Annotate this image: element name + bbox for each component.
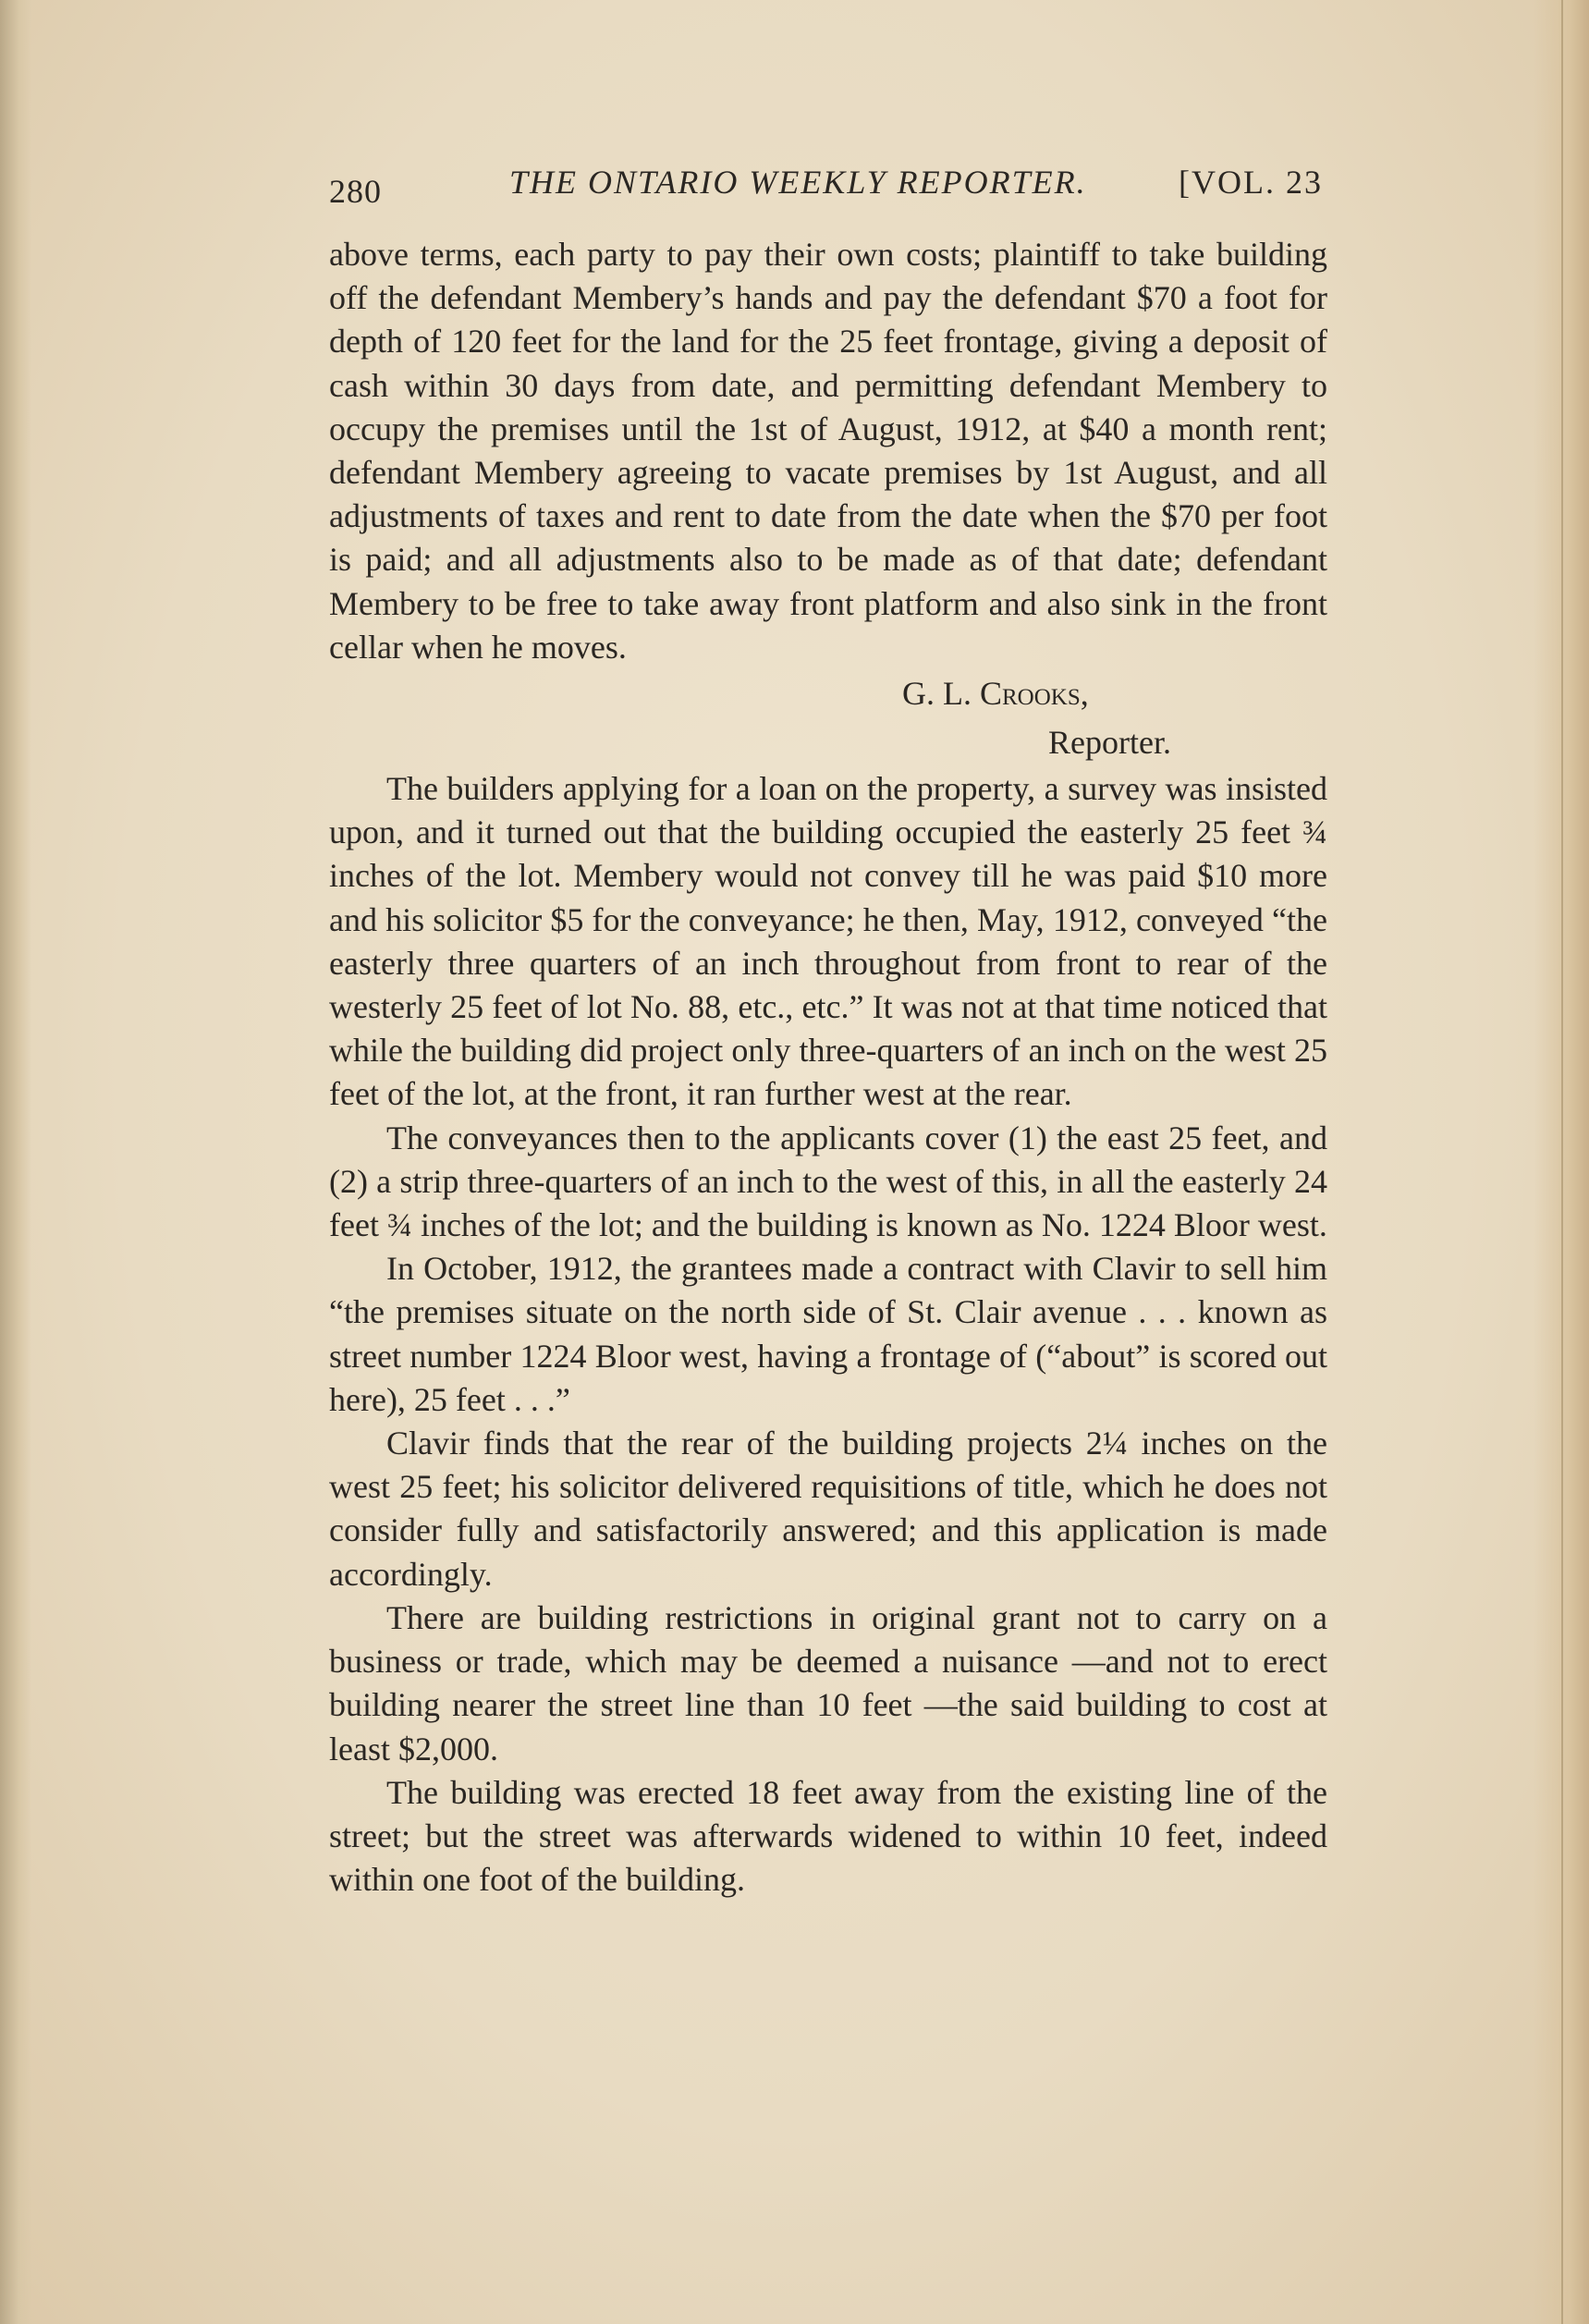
paragraph: The builders applying for a loan on the property, a survey was insisted upon, and it turned out that the building occupied the easterly 25 feet ¾ inches of the lot. Membery would not convey till he was paid $10 more and his solicitor $5 for the conveyance; he then, May, 1912, conveyed “the easterly three quarters of an inch throughout from front to rear of the westerly 25 feet of lot No. 88, etc., etc.” It was not at that time noticed that while the building did project only three-quarters of an inch on the west 25 feet of the lot, at the front, it ran further west at the rear.	[329, 770, 1327, 1113]
paragraph: Clavir finds that the rear of the building projects 2¼ inches on the west 25 feet; his solicitor delivered requisitions of title, which he does not consider fully and satisfactorily answered; and this application is made accordingly.	[329, 1425, 1327, 1593]
volume-label: [VOL. 23	[1179, 164, 1323, 201]
page-edge-line	[1561, 0, 1563, 2324]
running-header	[329, 163, 1323, 218]
page-number: 280	[329, 173, 382, 210]
body-text	[329, 233, 1327, 1902]
binding-gutter	[0, 0, 31, 2324]
signature-title: Reporter.	[1048, 724, 1171, 762]
paragraph: The building was erected 18 feet away from the existing line of the street; but the street was afterwards widened to within 10 feet, indeed within one foot of the building.	[329, 1773, 1327, 1899]
paragraph: There are building restrictions in original grant not to carry on a business or trade, which may be deemed a nuisance —and not to erect building nearer the street line than 10 feet —the said building to cost at least $2,000.	[329, 1598, 1327, 1767]
paragraph: The conveyances then to the applicants cover (1) the east 25 feet, and (2) a strip three-quarters of an inch to the west of this, in all the easterly 24 feet ¾ inches of the lot; and the building is known as No. 1224 Bloor west.	[329, 1119, 1327, 1244]
running-title: THE ONTARIO WEEKLY REPORTER.	[509, 164, 1087, 201]
signature-name: G. L. Crooks,	[902, 675, 1089, 713]
paragraph: In October, 1912, the grantees made a contract with Clavir to sell him “the premises situate on the north side of St. Clair avenue . . . known as street number 1224 Bloor west, having a frontage of (“about” is scored out here), 25 feet . . .”	[329, 1250, 1327, 1418]
paragraph-continued: above terms, each party to pay their own costs; plaintiff to take building off the defendant Membery’s hands and pay the defendant $70 a foot for depth of 120 feet for the land for the 25 feet frontage, giving a deposit of cash within 30 days from date, and permitting defendant Membery to occupy the premises until the 1st of August, 1912, at $40 a month rent; defendant Membery agreeing to vacate premises by 1st August, and all adjustments of taxes and rent to date from the date when the $70 per foot is paid; and all adjustments also to be made as of that date; defendant Membery to be free to take away front platform and also sink in the front cellar when he moves.	[329, 236, 1327, 666]
